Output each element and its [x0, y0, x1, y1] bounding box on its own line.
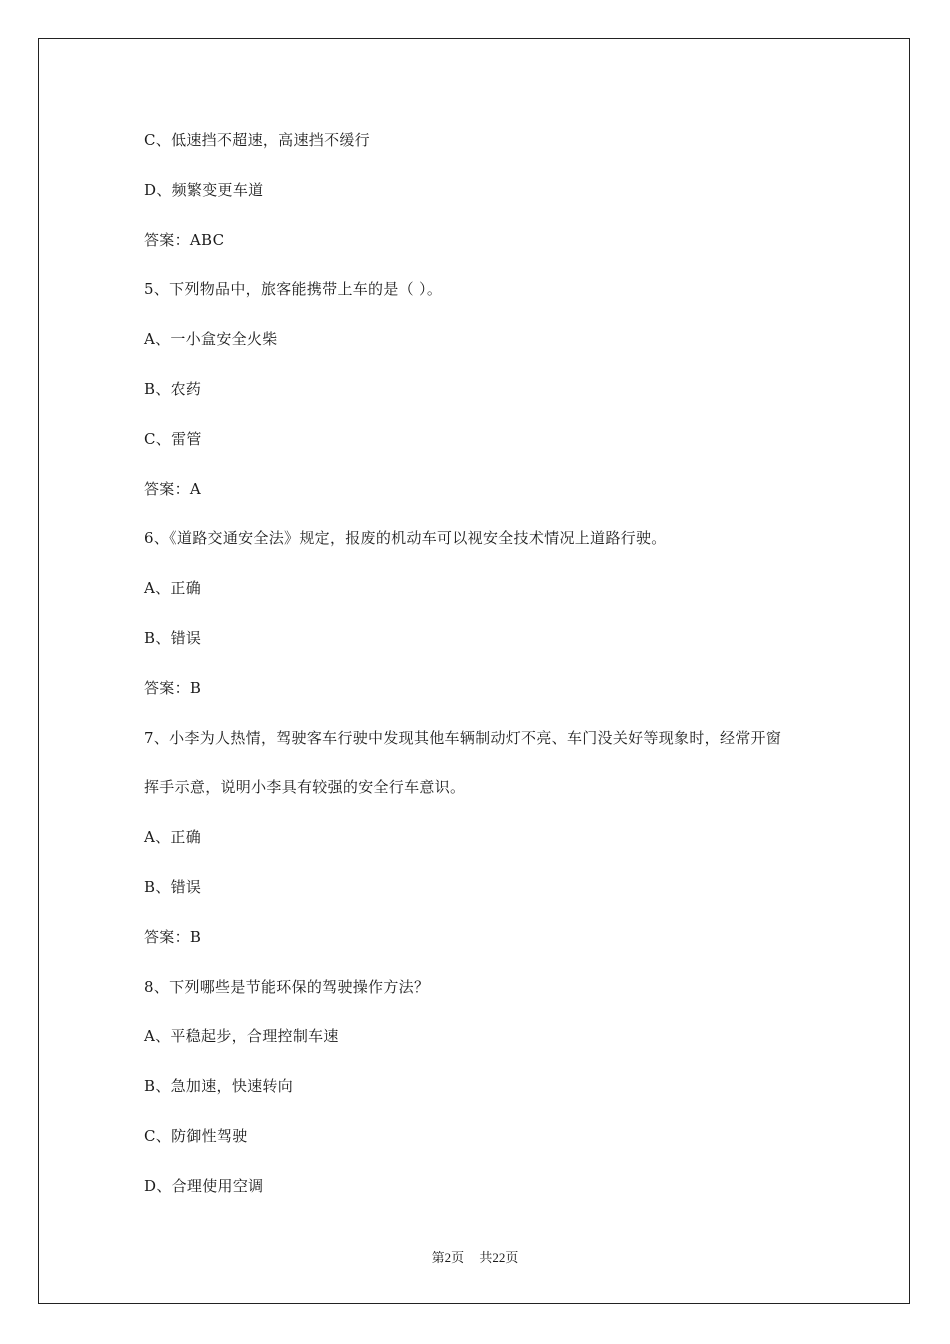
page-total: 共22页: [479, 1250, 519, 1265]
option-d: D、合理使用空调: [144, 1176, 264, 1195]
page-number: 第2页: [431, 1250, 465, 1265]
answer: 答案：ABC: [144, 230, 225, 249]
option-a: A、平稳起步，合理控制车速: [144, 1027, 339, 1046]
question-7: 7、小李为人热情，驾驶客车行驶中发现其他车辆制动灯不亮、车门没关好等现象时，经常开窗: [144, 728, 782, 747]
option-b: B、错误: [144, 628, 202, 647]
option-c: C、防御性驾驶: [144, 1126, 248, 1145]
option-c: C、低速挡不超速，高速挡不缓行: [144, 131, 370, 149]
answer: 答案：A: [144, 479, 202, 498]
answer: 答案：B: [144, 927, 202, 946]
option-b: B、错误: [144, 877, 202, 896]
option-a: A、正确: [144, 828, 202, 847]
question-7-continued: 挥手示意，说明小李具有较强的安全行车意识。: [144, 778, 466, 797]
option-b: B、急加速，快速转向: [144, 1077, 294, 1096]
question-6: 6、《道路交通安全法》规定，报废的机动车可以视安全技术情况上道路行驶。: [144, 529, 667, 548]
document-body: [144, 120, 844, 1216]
option-d: D、频繁变更车道: [144, 180, 264, 199]
option-b: B、农药: [144, 379, 202, 398]
option-c: C、雷管: [144, 429, 202, 448]
option-a: A、一小盒安全火柴: [144, 330, 278, 349]
question-5: 5、下列物品中，旅客能携带上车的是（ ）。: [144, 280, 443, 299]
page-footer: [0, 1247, 950, 1266]
option-a: A、正确: [144, 579, 202, 598]
answer: 答案：B: [144, 678, 202, 697]
question-8: 8、下列哪些是节能环保的驾驶操作方法？: [144, 977, 430, 996]
